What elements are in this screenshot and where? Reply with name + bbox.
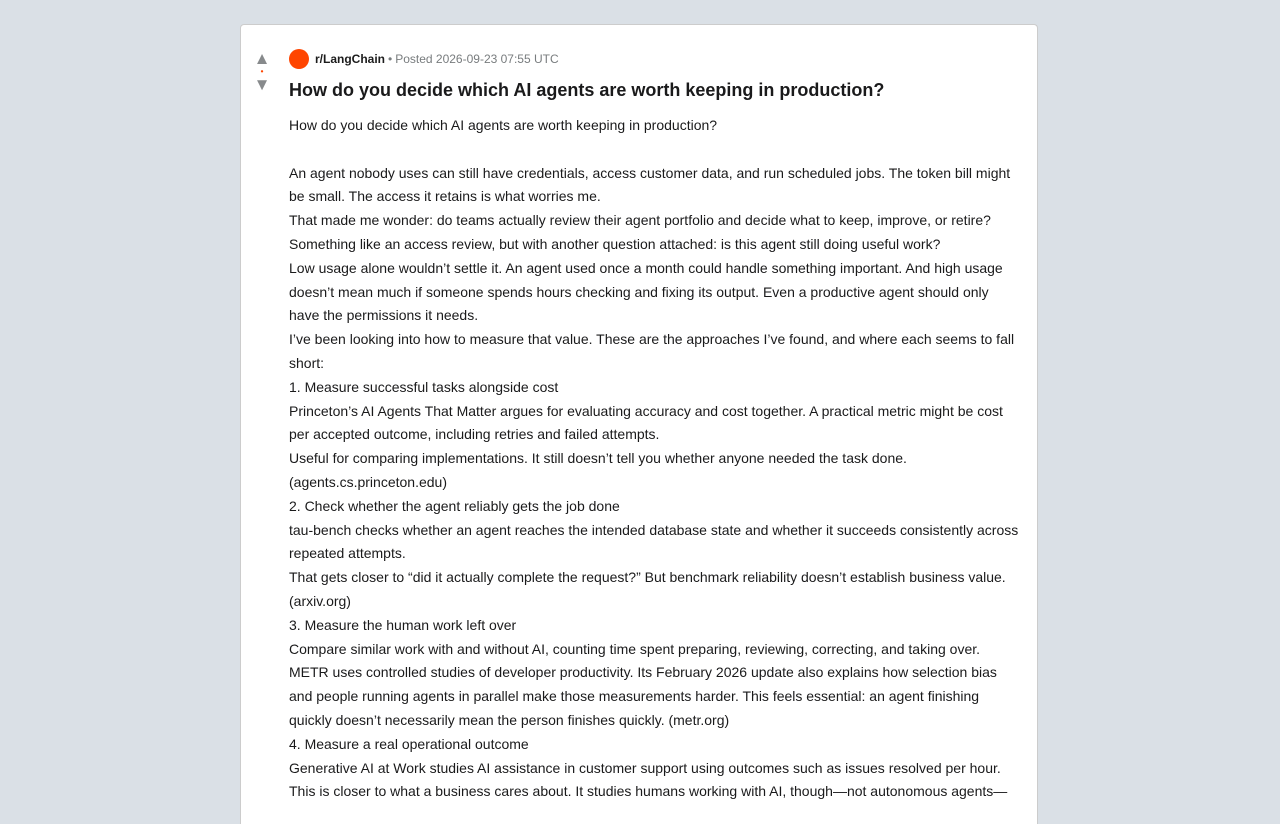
post-paragraph: I’ve been looking into how to measure that value. These are the approaches I’ve found, and where each seems to fall short: <box>289 331 1015 371</box>
post-paragraph: How do you decide which AI agents are worth keeping in production? <box>289 117 718 133</box>
subreddit-link[interactable]: r/LangChain <box>315 52 386 66</box>
post-title[interactable]: How do you decide which AI agents are worth keeping in production? <box>289 80 885 100</box>
post-paragraph: An agent nobody uses can still have credentials, access customer data, and run scheduled jobs. The token bill might be small. The access it retains is what worries me. <box>289 164 1011 205</box>
post-paragraph: 2. Check whether the agent reliably gets the job done <box>289 497 620 514</box>
post-paragraph: 1. Measure successful tasks alongside cost <box>289 378 559 395</box>
post-paragraph: tau-bench checks whether an agent reaches the intended database state and whether it succeeds consistently across repeated attempts. <box>289 521 1019 562</box>
post-timestamp: Posted 2026-09-23 07:55 UTC <box>395 52 559 66</box>
post-body <box>289 114 1019 804</box>
post-paragraph: Useful for comparing implementations. It still doesn’t tell you whether anyone needed the task done. (agents.cs.princeton.edu) <box>289 450 907 490</box>
vote-column <box>251 49 273 95</box>
post-paragraph: Generative AI at Work studies AI assistance in customer support using outcomes such as issues resolved per hour. This is closer to what a business cares about. It studies humans working with AI, though—not autonomous agents— <box>289 759 1008 800</box>
post-paragraph: METR uses controlled studies of developer productivity. Its February 2026 update also explains how selection bias and people running agents in parallel make those measurements harder. This feels essential: an agent finishing quickly doesn’t necessarily mean the person finishes quickly. (metr.org) <box>289 664 997 728</box>
subreddit-icon[interactable] <box>289 49 309 69</box>
post-paragraph: That gets closer to “did it actually complete the request?” But benchmark reliability doesn’t establish business value. (arxiv.org) <box>289 569 1006 609</box>
post-card <box>240 24 1038 824</box>
post-meta <box>289 49 1019 69</box>
post-paragraph: Compare similar work with and without AI, counting time spent preparing, reviewing, correcting, and taking over. <box>289 640 981 657</box>
paragraph-spacer <box>289 138 1019 162</box>
vote-score: • <box>260 67 264 76</box>
downvote-icon[interactable]: ▼ <box>253 75 271 94</box>
post-content <box>289 49 1019 804</box>
meta-separator: • <box>388 52 393 66</box>
post-paragraph: That made me wonder: do teams actually review their agent portfolio and decide what to keep, improve, or retire? Something like an access review, but with another question attached: is this agent still doing useful work? <box>289 212 991 252</box>
post-paragraph: Princeton’s AI Agents That Matter argues for evaluating accuracy and cost together. A practical metric might be cost per accepted outcome, including retries and failed attempts. <box>289 402 1003 443</box>
post-paragraph: Low usage alone wouldn’t settle it. An agent used once a month could handle something important. And high usage doesn’t mean much if someone spends hours checking and fixing its output. Even a productive agent should only have the permissions it needs. <box>289 259 1003 324</box>
upvote-icon[interactable]: ▲ <box>253 49 271 68</box>
post-paragraph: 3. Measure the human work left over <box>289 616 517 633</box>
post-paragraph: 4. Measure a real operational outcome <box>289 735 529 752</box>
